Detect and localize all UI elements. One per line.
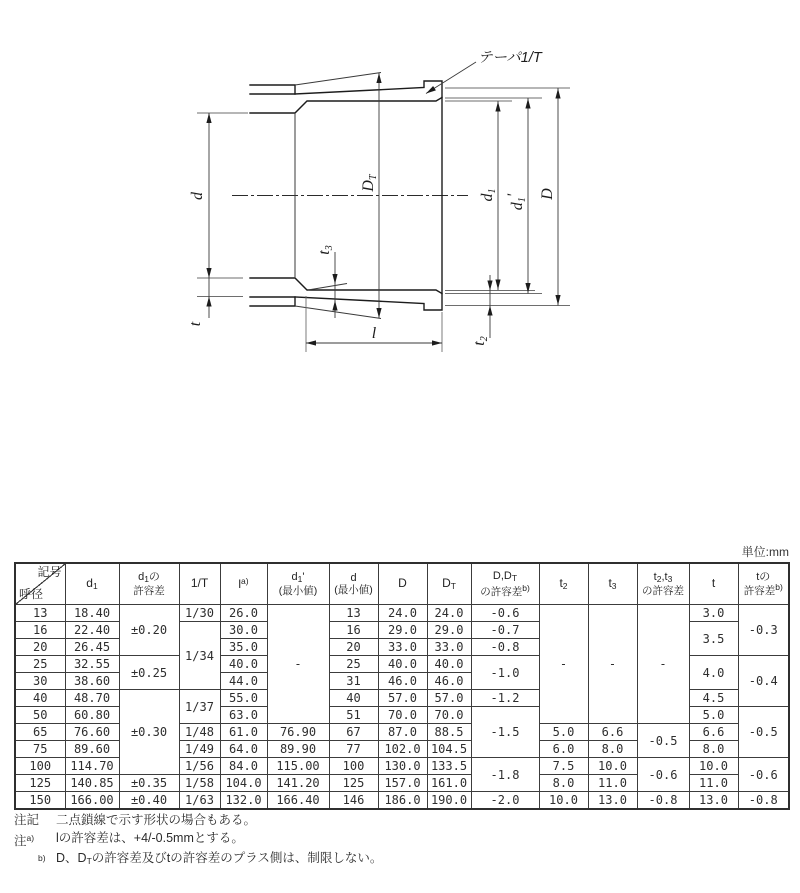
table-cell: 11.0 [689, 775, 738, 792]
table-cell: 1/30 [179, 605, 220, 622]
table-cell: -1.2 [471, 690, 539, 707]
table-cell: - [637, 605, 689, 724]
table-cell: 13 [15, 605, 65, 622]
table-cell: 89.90 [267, 741, 329, 758]
table-cell: 6.6 [689, 724, 738, 741]
table-cell: 130.0 [378, 758, 427, 775]
dim-label-t3: t3 [316, 245, 335, 255]
table-cell: 33.0 [378, 639, 427, 656]
table-cell: 16 [15, 622, 65, 639]
table-cell: 11.0 [588, 775, 637, 792]
table-cell: 125 [15, 775, 65, 792]
corner-label-symbol: 記号 [37, 565, 62, 579]
notes [14, 812, 382, 871]
table-cell: - [588, 605, 637, 724]
table-cell: 40.0 [220, 656, 267, 673]
table-cell: 5.0 [689, 707, 738, 724]
table-cell: -0.7 [471, 622, 539, 639]
table-cell: 102.0 [378, 741, 427, 758]
table-cell: 132.0 [220, 792, 267, 810]
table-cell: 141.20 [267, 775, 329, 792]
table-cell: ±0.30 [119, 690, 179, 775]
table-cell: 1/56 [179, 758, 220, 775]
table-cell: 166.00 [65, 792, 119, 810]
table-cell: 166.40 [267, 792, 329, 810]
table-cell: 133.5 [427, 758, 471, 775]
table-cell: 50 [15, 707, 65, 724]
table-cell: 40 [329, 690, 378, 707]
unit-label: 単位:mm [741, 545, 789, 559]
table-row [15, 792, 789, 810]
table-cell: 24.0 [427, 605, 471, 622]
table-cell: 40.0 [427, 656, 471, 673]
table-cell: 4.5 [689, 690, 738, 707]
table-cell: 104.0 [220, 775, 267, 792]
table-cell: 57.0 [378, 690, 427, 707]
dim-label-d1-prime: d1' [505, 193, 528, 211]
table-cell: 26.45 [65, 639, 119, 656]
table-cell: 30 [15, 673, 65, 690]
table-cell: -1.0 [471, 656, 539, 690]
table-cell: 38.60 [65, 673, 119, 690]
table-cell: 100 [329, 758, 378, 775]
table-cell: 32.55 [65, 656, 119, 673]
table-cell: 157.0 [378, 775, 427, 792]
table-cell: -0.5 [637, 724, 689, 758]
table-cell: 30.0 [220, 622, 267, 639]
note-tag: 注$^{a)}$ [14, 832, 35, 848]
table-cell: 20 [329, 639, 378, 656]
table-cell: 1/58 [179, 775, 220, 792]
table-cell: 26.0 [220, 605, 267, 622]
column-header: $d_1$ [65, 563, 119, 605]
note-text: 二点鎖線で示す形状の場合もある。 [56, 813, 257, 827]
table-cell: 40 [15, 690, 65, 707]
table-cell: ±0.40 [119, 792, 179, 810]
table-cell: -0.6 [738, 758, 789, 792]
table-cell: 51 [329, 707, 378, 724]
table-cell: 44.0 [220, 673, 267, 690]
table-cell: 57.0 [427, 690, 471, 707]
table-cell: 22.40 [65, 622, 119, 639]
table-cell: 8.0 [539, 775, 588, 792]
table-cell: ±0.25 [119, 656, 179, 690]
table-cell: 4.0 [689, 656, 738, 690]
column-header: D [378, 563, 427, 605]
dim-label-t2: t2 [471, 336, 490, 346]
table-cell: ±0.35 [119, 775, 179, 792]
table-cell: ±0.20 [119, 605, 179, 656]
column-header: $D_T$ [427, 563, 471, 605]
table-cell: -0.3 [738, 605, 789, 656]
table-cell: 31 [329, 673, 378, 690]
table-cell: 60.80 [65, 707, 119, 724]
note-tag: 注記 [14, 813, 40, 827]
dimension-arrows [206, 73, 560, 346]
table-cell: 55.0 [220, 690, 267, 707]
note-line [14, 812, 382, 830]
table-cell: 13.0 [588, 792, 637, 810]
table-cell: 161.0 [427, 775, 471, 792]
table-cell: -0.6 [637, 758, 689, 792]
table-cell: 48.70 [65, 690, 119, 707]
table-cell: -1.5 [471, 707, 539, 758]
table-cell: 33.0 [427, 639, 471, 656]
table-cell: 29.0 [378, 622, 427, 639]
dim-label-l: l [371, 325, 377, 342]
table-cell: 75 [15, 741, 65, 758]
table-cell: 6.6 [588, 724, 637, 741]
table-cell: 89.60 [65, 741, 119, 758]
corner-label-diameter: 呼径 [19, 587, 44, 602]
note-text: D、$D_T$の許容差及びtの許容差のプラス側は、制限しない。 [56, 851, 383, 866]
table-row [15, 605, 789, 622]
column-header: $D,D_T$ の許容差$^{b)}$ [471, 563, 539, 605]
table-cell: 7.5 [539, 758, 588, 775]
table-cell: 1/34 [179, 622, 220, 690]
column-header: 1/T [179, 563, 220, 605]
table-cell: -0.6 [471, 605, 539, 622]
table-cell: 114.70 [65, 758, 119, 775]
table-cell: 3.5 [689, 622, 738, 656]
table-cell: -2.0 [471, 792, 539, 810]
table-cell: 24.0 [378, 605, 427, 622]
table-cell: 88.5 [427, 724, 471, 741]
table-cell: 29.0 [427, 622, 471, 639]
table-cell: -0.4 [738, 656, 789, 707]
table-cell: 76.90 [267, 724, 329, 741]
table-cell: - [539, 605, 588, 724]
dim-label-D: D [539, 188, 556, 200]
table-cell: 1/37 [179, 690, 220, 724]
table-cell: -1.8 [471, 758, 539, 792]
table-cell: 20 [15, 639, 65, 656]
table-cell: 10.0 [588, 758, 637, 775]
note-line [14, 850, 382, 871]
dim-label-t: t [187, 321, 204, 327]
column-header: $t_2,t_3$ の許容差 [637, 563, 689, 605]
table-corner-header [15, 563, 65, 605]
column-header: t [689, 563, 738, 605]
table-cell: 40.0 [378, 656, 427, 673]
table-cell: 18.40 [65, 605, 119, 622]
table-cell: 10.0 [689, 758, 738, 775]
table-cell: 67 [329, 724, 378, 741]
table-cell: 35.0 [220, 639, 267, 656]
table-cell: -0.5 [738, 707, 789, 758]
column-header: $l^{a)}$ [220, 563, 267, 605]
column-header: $t_2$ [539, 563, 588, 605]
table-cell: 104.5 [427, 741, 471, 758]
column-header: tの 許容差$^{b)}$ [738, 563, 789, 605]
table-cell: 16 [329, 622, 378, 639]
table-cell: 76.60 [65, 724, 119, 741]
table-cell: 8.0 [689, 741, 738, 758]
table-cell: 146 [329, 792, 378, 810]
column-header: $t_3$ [588, 563, 637, 605]
dim-label-d1: d1 [479, 188, 498, 202]
table-cell: 70.0 [378, 707, 427, 724]
table-cell: 64.0 [220, 741, 267, 758]
column-header: d (最小値) [329, 563, 378, 605]
table-cell: 46.0 [427, 673, 471, 690]
taper-label: テーパ1/T [478, 50, 542, 66]
table-cell: 186.0 [378, 792, 427, 810]
table-cell: 6.0 [539, 741, 588, 758]
table-cell: - [267, 605, 329, 724]
table-cell: 125 [329, 775, 378, 792]
table-cell: 65 [15, 724, 65, 741]
note-text: lの許容差は、+4/-0.5mmとする。 [56, 830, 244, 845]
table-cell: 5.0 [539, 724, 588, 741]
table-cell: 77 [329, 741, 378, 758]
table-cell: 46.0 [378, 673, 427, 690]
table-cell: 115.00 [267, 758, 329, 775]
table-cell: 140.85 [65, 775, 119, 792]
table-cell: 70.0 [427, 707, 471, 724]
table-cell: 25 [15, 656, 65, 673]
column-header: $d_1$の 許容差 [119, 563, 179, 605]
table-cell: 190.0 [427, 792, 471, 810]
column-header: $d_1'$ (最小値) [267, 563, 329, 605]
note-line [14, 830, 382, 851]
table-cell: -0.8 [738, 792, 789, 810]
table-cell: 3.0 [689, 605, 738, 622]
table-cell: -0.8 [637, 792, 689, 810]
note-tag: b) [38, 853, 46, 863]
table-cell: 25 [329, 656, 378, 673]
extension-lines [197, 88, 570, 352]
dim-label-d: d [189, 192, 206, 200]
dimension-table [14, 562, 790, 810]
table-cell: 8.0 [588, 741, 637, 758]
table-cell: 10.0 [539, 792, 588, 810]
table-cell: 13.0 [689, 792, 738, 810]
table-cell: 1/49 [179, 741, 220, 758]
table-cell: 87.0 [378, 724, 427, 741]
table-cell: 1/48 [179, 724, 220, 741]
table-cell: 63.0 [220, 707, 267, 724]
dim-label-DT: DT [360, 174, 379, 192]
table-cell: 100 [15, 758, 65, 775]
table-cell: 84.0 [220, 758, 267, 775]
table-cell: -0.8 [471, 639, 539, 656]
table-cell: 150 [15, 792, 65, 810]
table-cell: 13 [329, 605, 378, 622]
table-cell: 1/63 [179, 792, 220, 810]
table-cell: 61.0 [220, 724, 267, 741]
